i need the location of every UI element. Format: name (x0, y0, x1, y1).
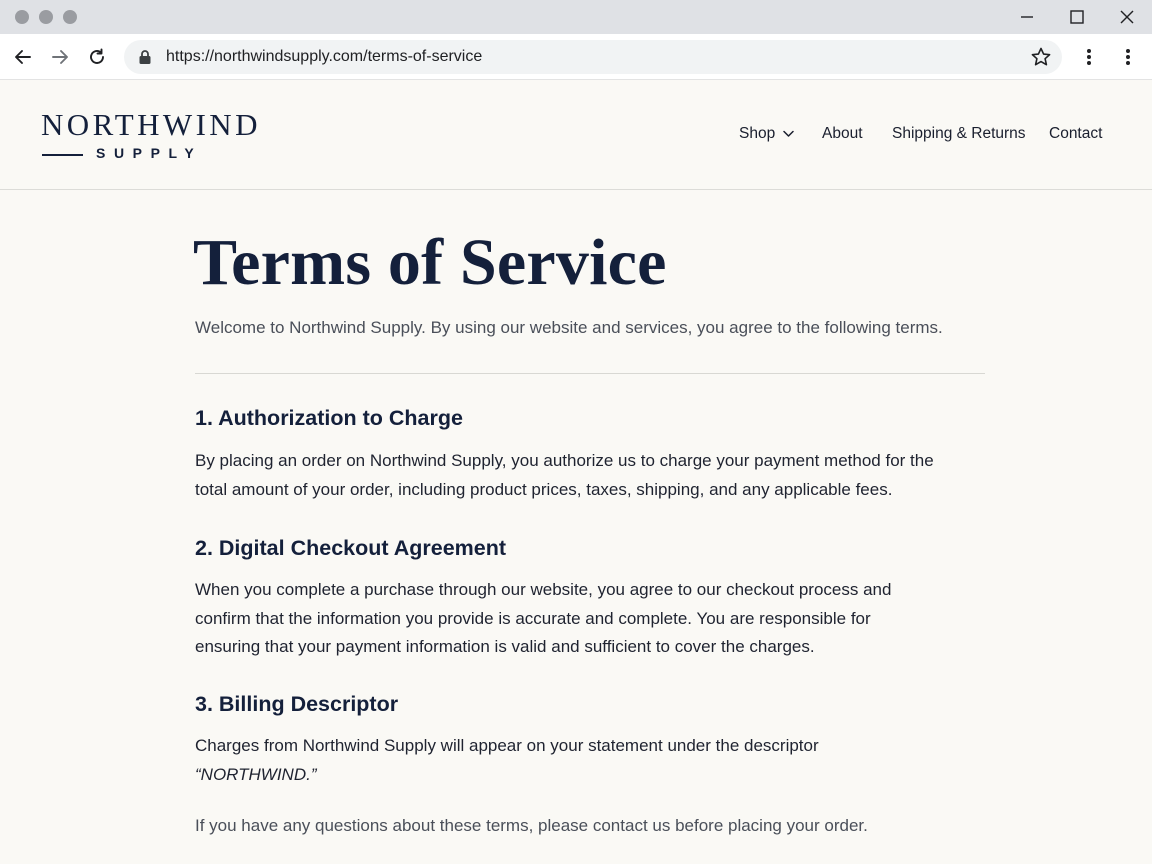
reload-icon[interactable] (83, 43, 111, 71)
url-text[interactable]: https://northwindsupply.com/terms-of-service (166, 48, 483, 65)
browser-toolbar (0, 34, 1152, 80)
maximize-icon[interactable] (1060, 3, 1094, 31)
window-minimize-dot[interactable] (39, 10, 53, 24)
chevron-down-icon (783, 130, 794, 138)
logo-subtitle: SUPPLY (96, 145, 203, 161)
nav-contact[interactable]: Contact (1049, 125, 1103, 142)
section-body-checkout: When you complete a purchase through our website, you agree to our checkout process and confirm that the information you provide is accurate and complete. You are responsible for ensuring that your payment information is valid and sufficient to cover the charges. (195, 580, 892, 657)
browser-titlebar (0, 0, 1152, 34)
close-icon[interactable] (1110, 3, 1144, 31)
forward-icon[interactable] (46, 43, 74, 71)
minimize-icon[interactable] (1010, 3, 1044, 31)
billing-descriptor-value: “NORTHWIND.” (195, 764, 317, 784)
site-header (0, 80, 1152, 190)
section-body-authorization: By placing an order on Northwind Supply, you authorize us to charge your payment method for the total amount of your order, including product prices, taxes, shipping, and any applicable fees. (195, 451, 934, 499)
star-icon[interactable] (1030, 46, 1052, 68)
logo-rule (42, 154, 83, 156)
address-bar[interactable] (124, 40, 1062, 74)
closing-text: If you have any questions about these terms, please contact us before placing your order. (195, 816, 868, 835)
menu-dots-icon[interactable] (1114, 43, 1142, 71)
page-title: Terms of Service (193, 226, 667, 299)
window-zoom-dot[interactable] (63, 10, 77, 24)
lock-icon[interactable] (138, 49, 152, 65)
nav-shop-label: Shop (739, 125, 776, 142)
section-heading-checkout: 2. Digital Checkout Agreement (195, 536, 507, 560)
billing-descriptor-text: Charges from Northwind Supply will appear on your statement under the descriptor (195, 736, 819, 755)
intro-text: Welcome to Northwind Supply. By using our website and services, you agree to the following terms. (195, 318, 943, 337)
divider (195, 373, 985, 374)
logo-wordmark: NORTHWIND (41, 107, 261, 142)
extension-menu-icon[interactable] (1075, 43, 1103, 71)
nav-about[interactable]: About (822, 125, 863, 142)
back-icon[interactable] (9, 43, 37, 71)
window-close-dot[interactable] (15, 10, 29, 24)
section-body-billing-descriptor (195, 732, 935, 789)
nav-shipping-returns[interactable]: Shipping & Returns (892, 125, 1026, 142)
nav-shop[interactable] (739, 125, 794, 143)
site-logo[interactable] (41, 107, 281, 164)
section-heading-billing-descriptor: 3. Billing Descriptor (195, 692, 399, 716)
section-heading-authorization: 1. Authorization to Charge (195, 406, 463, 430)
